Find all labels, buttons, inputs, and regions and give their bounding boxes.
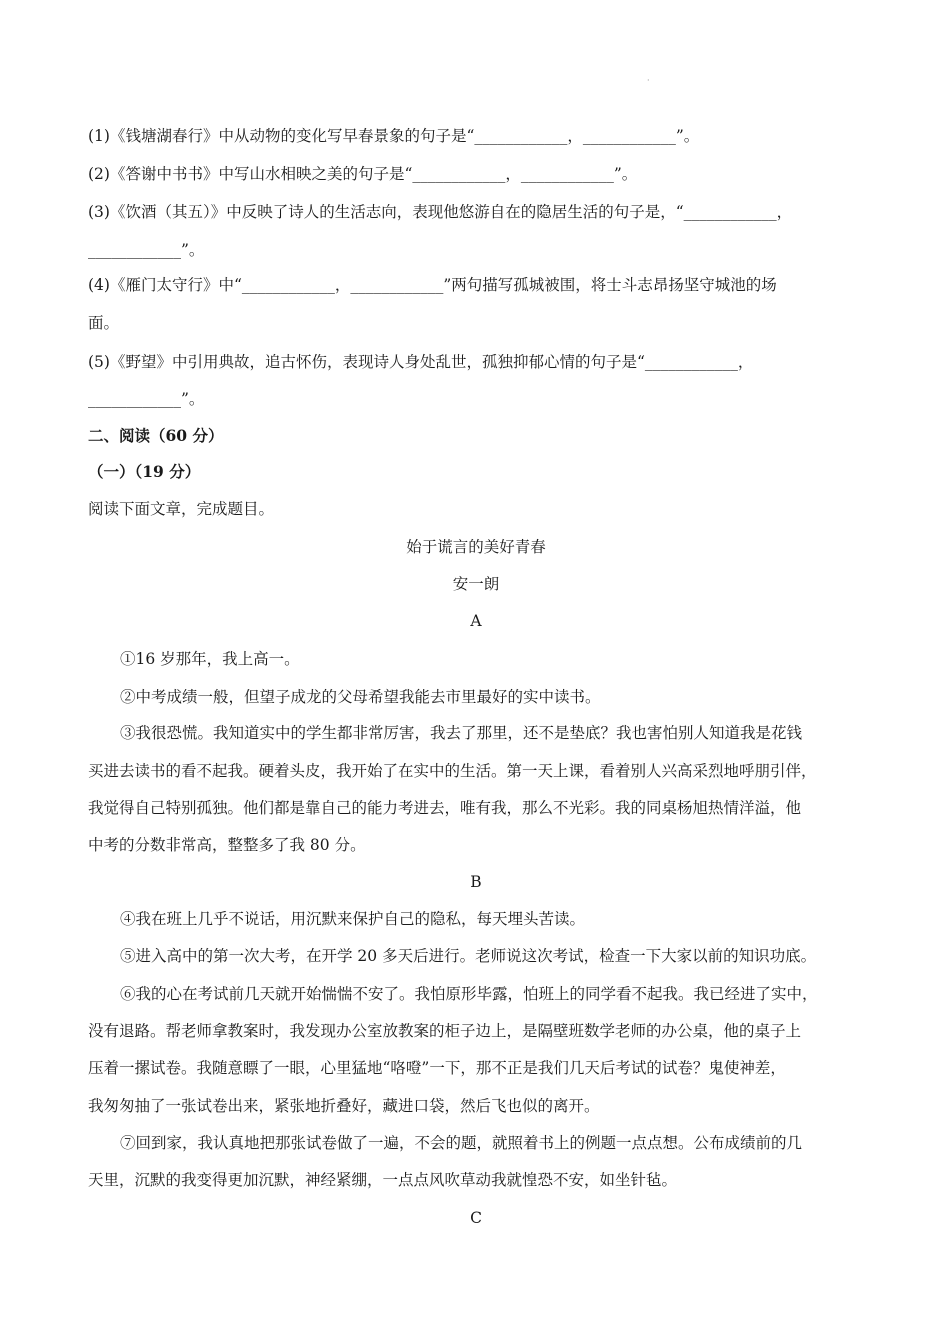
paragraph-2: ②中考成绩一般，但望子成龙的父母希望我能去市里最好的实中读书。: [120, 688, 601, 706]
paragraph-6-line: 我匆匆抽了一张试卷出来，紧张地折叠好，藏进口袋，然后飞也似的离开。: [88, 1097, 600, 1115]
question-2: (2)《答谢中书书》中写山水相映之美的句子是“____________，____________”。: [88, 165, 638, 183]
article-author: 安一朗: [452, 575, 500, 593]
question-5-cont: ____________”。: [88, 390, 205, 408]
paragraph-7-line: 天里，沉默的我变得更加沉默，神经紧绷，一点点风吹草动我就惶恐不安，如坐针毡。: [88, 1171, 678, 1189]
section-heading: 二、阅读（60 分）: [88, 426, 224, 445]
question-4-cont: 面。: [88, 314, 120, 332]
part-label-c: C: [470, 1209, 482, 1227]
paragraph-7-line: ⑦回到家，我认真地把那张试卷做了一遍，不会的题，就照着书上的例题一点点想。公布成绩前的几: [120, 1134, 803, 1152]
part-label-b: B: [470, 873, 482, 891]
question-5: (5)《野望》中引用典故，追古怀伤，表现诗人身处乱世，孤独抑郁心情的句子是“____________，: [88, 353, 754, 371]
question-4: (4)《雁门太守行》中“____________，____________”两句描写孤城被围，将士斗志昂扬坚守城池的场: [88, 276, 777, 294]
question-3: (3)《饮酒（其五）》中反映了诗人的生活志向，表现他悠游自在的隐居生活的句子是，“____________，: [88, 203, 793, 221]
paragraph-3-line: ③我很恐慌。我知道实中的学生都非常厉害，我去了那里，还不是垫底？我也害怕别人知道我是花钱: [120, 724, 803, 742]
paragraph-6-line: ⑥我的心在考试前几天就开始惴惴不安了。我怕原形毕露，怕班上的同学看不起我。我已经进了实中，: [120, 985, 818, 1003]
paragraph-3-line: 中考的分数非常高，整整多了我 80 分。: [88, 836, 366, 854]
paragraph-6-line: 没有退路。帮老师拿教案时，我发现办公室放教案的柜子边上，是隔壁班数学老师的办公桌，他的桌子上: [88, 1022, 802, 1040]
part-label-a: A: [470, 612, 482, 630]
paragraph-5: ⑤进入高中的第一次大考，在开学 20 多天后进行。老师说这次考试，检查一下大家以前的知识功底。: [120, 947, 817, 965]
paragraph-6-line: 压着一摞试卷。我随意瞟了一眼，心里猛地“咯噔”一下，那不正是我们几天后考试的试卷？鬼使神差，: [88, 1059, 786, 1077]
section-subheading: （一）（19 分）: [88, 462, 201, 481]
paragraph-4: ④我在班上几乎不说话，用沉默来保护自己的隐私，每天埋头苦读。: [120, 910, 586, 928]
paragraph-1: ①16 岁那年，我上高一。: [120, 650, 300, 668]
paragraph-3-line: 买进去读书的看不起我。硬着头皮，我开始了在实中的生活。第一天上课，看着别人兴高采烈地呼朋引伴，: [88, 762, 817, 780]
page-mark: ·: [647, 76, 650, 85]
reading-instruction: 阅读下面文章，完成题目。: [88, 500, 275, 518]
question-1: (1)《钱塘湖春行》中从动物的变化写早春景象的句子是“____________，____________”。: [88, 127, 700, 145]
paragraph-3-line: 我觉得自己特别孤独。他们都是靠自己的能力考进去，唯有我，那么不光彩。我的同桌杨旭热情洋溢，他: [88, 799, 802, 817]
question-3-cont: ____________”。: [88, 241, 205, 259]
article-title: 始于谎言的美好青春: [406, 538, 546, 556]
